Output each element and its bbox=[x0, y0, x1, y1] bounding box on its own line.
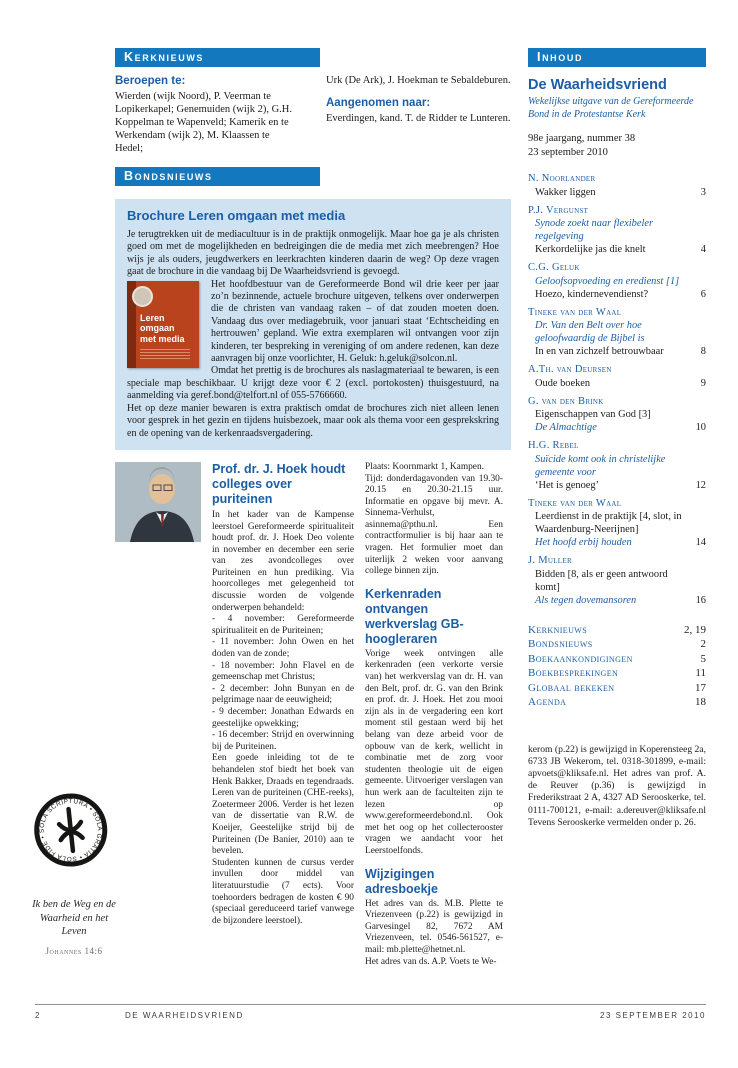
toc-kicker: Geloofsopvoeding en eredienst [1] bbox=[535, 275, 680, 287]
wijzigingen-heading: Wijzigingen adresboekje bbox=[365, 866, 438, 896]
kerknieuws-section-bar: Kerknieuws bbox=[115, 48, 320, 67]
brochure-paragraph-4: Het op deze manier bewaren is extra praktisch omdat de brochures zich niet alleen lenen voor gesprek in het gezin en tijdens huisbezoek, maar ook als thema voor een gesprekskring en de opening van de kerkenraadsvergadering. bbox=[127, 402, 499, 439]
toc-section-row: Kerknieuws 2, 19 bbox=[528, 623, 706, 636]
issue-info bbox=[528, 132, 706, 160]
toc-section-row: Agenda 18 bbox=[528, 696, 706, 708]
toc-kicker: Suïcide komt ook in christelijke gemeente voor bbox=[535, 453, 666, 478]
beroepen-text: Wierden (wijk Noord), P. Veerman te Lopikerkapel; Genemuiden (wijk 2), G.H. Koppelman te Wapenveld; Kamerik en te Werkendam (wijk 2), M. Klaassen te Hedel; bbox=[115, 91, 292, 154]
hoek-list-item: - 16 december: Strijd en overwinning bij de Puriteinen. bbox=[212, 730, 354, 752]
toc-author: Tineke van der Waal bbox=[528, 306, 622, 318]
toc-author: N. Noorlander bbox=[528, 173, 596, 184]
toc-section-row: Boekaankondigingen 5 bbox=[528, 652, 706, 665]
brochure-paragraph-3: Omdat het prettig is de brochures als naslagmateriaal te bewaren, is een speciale map beschikbaar. U krijgt deze voor € 2 (excl. portokosten) thuisgestuurd, na aanmelding via geref.bond@telfort.nl of 055-5766660. bbox=[127, 365, 499, 402]
brochure-heading: Brochure Leren omgaan met media bbox=[127, 208, 346, 223]
toc-title: Oude boeken 9 bbox=[535, 377, 706, 389]
left-margin-column bbox=[30, 0, 118, 1068]
toc-kicker: Eigenschappen van God [3] bbox=[535, 409, 651, 420]
toc-entry bbox=[528, 172, 706, 199]
middle-column bbox=[365, 462, 503, 968]
toc-section-row: Boekbesprekingen 11 bbox=[528, 667, 706, 679]
brochure-paragraph-2: Het hoofdbestuur van de Gereformeerde Bond wil drie keer per jaar zo’n bezinnende, actuele brochure uitgeven, telkens over onderwerpen die de christen van vandaag raken – of dat zouden moeten doen. Vandaag dus over mediagebruik, voor januari staat ‘Echtscheiding en hertrouwen’ gepland. Wie extra exemplaren wil ontvangen voor zijn kinderen, ter bespreking in vereniging of om andere redenen, kan deze aanvragen bij onze voorlichter, H. Geluk: h.geluk@solcon.nl. bbox=[211, 278, 499, 365]
toc-title: Kerkordelijke jas die knelt 4 bbox=[535, 244, 706, 255]
hoek-heading: Prof. dr. J. Hoek houdt colleges over puriteinen bbox=[212, 461, 346, 506]
brochure-paragraph-1: Je terugtrekken uit de mediacultuur is in de praktijk onmogelijk. Maar hoe ga je als christen goed om met de mogelijkheden en bedreigingen die de media met zich meebrengen? Hoe wijs je als ouders, jeugdwerkers en leerkrachten kinderen daarin de weg? Op deze vragen gaat de brochure in die vandaag bij De Waarheidsvriend is gevoegd. bbox=[127, 229, 499, 278]
plaats-line: Plaats: Koornmarkt 1, Kampen. bbox=[365, 461, 484, 472]
hoek-list-item: - 11 november: John Owen en het doden van de zonde; bbox=[212, 637, 354, 660]
magazine-subtitle: Wekelijkse uitgave van de Gereformeerde Bond in de Protestantse Kerk bbox=[528, 96, 694, 120]
toc-page-number: 14 bbox=[695, 537, 706, 548]
cover-photo-circle bbox=[132, 286, 153, 307]
toc-kicker: Synode zoekt naar flexibeler regelgeving bbox=[535, 218, 654, 242]
hoek-list-item: - 4 november: Gereformeerde spiritualiteit en de Puriteinen; bbox=[212, 614, 354, 636]
aangenomen-text: Everdingen, kand. T. de Ridder te Lunteren. bbox=[326, 113, 511, 124]
toc-entry bbox=[528, 497, 706, 550]
toc-entry bbox=[528, 204, 706, 257]
main-content bbox=[115, 48, 511, 1005]
toc-author: A.Th. van Deursen bbox=[528, 364, 612, 375]
footer-date: 23 SEPTEMBER 2010 bbox=[600, 1011, 706, 1020]
aangenomen-heading: Aangenomen naar: bbox=[326, 97, 431, 109]
toc-page-number: 10 bbox=[695, 422, 706, 433]
bible-verse bbox=[30, 898, 118, 956]
page-number: 2 bbox=[35, 1011, 41, 1020]
toc-page-number: 3 bbox=[700, 186, 706, 198]
brochure-article bbox=[115, 199, 511, 450]
toc-entry bbox=[528, 261, 706, 301]
toc-kicker: Bidden [8, als er geen antwoord komt] bbox=[535, 568, 668, 593]
toc-title: Als tegen dovemansoren 16 bbox=[535, 594, 706, 606]
toc-entry bbox=[528, 363, 706, 390]
verse-text: Ik ben de Weg en de Waarheid en het Leven bbox=[32, 899, 116, 937]
toc-entry bbox=[528, 554, 706, 607]
toc-section-row: Globaal bekeken 17 bbox=[528, 681, 706, 694]
toc-title: ‘Het is genoeg’ 12 bbox=[535, 479, 706, 491]
toc-kicker: Dr. Van den Belt over hoe geloofwaardig de Bijbel is bbox=[535, 320, 645, 344]
kerkenraden-heading: Kerkenraden ontvangen werkverslag GB-hoogleraren bbox=[365, 586, 464, 646]
toc-entry bbox=[528, 439, 706, 492]
lower-articles bbox=[115, 462, 511, 968]
cover-text-lines bbox=[140, 349, 190, 361]
bondsnieuws-section-bar: Bondsnieuws bbox=[115, 167, 320, 186]
toc-section-row: Bondsnieuws 2 bbox=[528, 638, 706, 650]
magazine-title: De Waarheidsvriend bbox=[528, 77, 667, 93]
beroepen-text-2: Urk (De Ark), J. Hoekman te Sebaldeburen. bbox=[326, 75, 511, 86]
toc-title: In en van zichzelf betrouwbaar 8 bbox=[535, 346, 706, 357]
cover-title: Leren omgaan met media bbox=[140, 312, 185, 344]
toc-page-number: 12 bbox=[695, 479, 706, 491]
toc-page-number: 4 bbox=[700, 244, 706, 255]
address-change-continuation: kerom (p.22) is gewijzigd in Koperensteeg 2a, 6733 JB Wekerom, tel. 0318-301899, e-mail: apvoets@kliksafe.nl. Het adres van prof. A. de Reuver (p.36) is gewijzigd in Frederikstraat 2 A, 4327 AD Serooskerke, tel. 0111-700121, e-mail: a.dereuver@kliksafe.nl Tevens Serooskerke vermelden onder p. 26. bbox=[528, 743, 706, 828]
hoek-portrait-photo bbox=[115, 462, 201, 542]
toc-entry bbox=[528, 306, 706, 359]
toc-kicker: Leerdienst in de praktijk [4, slot, in Waardenburg-Neerijnen] bbox=[535, 511, 682, 535]
sola-stamp-logo bbox=[29, 788, 113, 877]
toc-entry bbox=[528, 395, 706, 435]
brochure-cover-image bbox=[127, 281, 199, 368]
toc-title: Wakker liggen 3 bbox=[535, 186, 706, 198]
footer-magazine-title: DE WAARHEIDSVRIEND bbox=[125, 1011, 244, 1020]
hoek-paragraph-3: Studenten kunnen de cursus verder invullen door middel van literatuurstudie (7 ects). Voor toehoorders bedragen de kosten € 90 (speciaal gereduceerd tarief vanwege de bijzondere leerstoel). bbox=[212, 857, 354, 926]
svg-text:SOLA SCRIPTURA • SOLA GRATIA •: SOLA SCRIPTURA • SOLA GRATIA • SOLA FIDE • bbox=[38, 798, 103, 863]
toc-sections-list bbox=[528, 623, 706, 710]
toc-author: Tineke van der Waal bbox=[528, 497, 622, 509]
toc-title: Hoezo, kindernevendienst? 6 bbox=[535, 288, 706, 300]
tijd-paragraph: Tijd: donderdagavonden van 19.30-20.15 en 20.30-21.15 uur. Informatie en opgave bij mevr. A. Sinnema-Verhulst, asinnema@pthu.nl. Een contractformulier is bij haar aan te vragen. Het formulier moet dan uiterlijk 2 weken voor aanvang college binnen zijn. bbox=[365, 473, 503, 577]
toc-title: De Almachtige 10 bbox=[535, 422, 706, 433]
toc-author: H.G. Rebel bbox=[528, 440, 579, 451]
toc-page-number: 6 bbox=[700, 288, 706, 300]
toc-page-number: 9 bbox=[700, 377, 706, 389]
hoek-article bbox=[212, 462, 354, 968]
issue-volume: 98e jaargang, nummer 38 bbox=[528, 133, 636, 144]
sola-emblem-icon bbox=[29, 788, 113, 872]
kerknieuws-section bbox=[115, 74, 511, 162]
toc-column bbox=[528, 48, 706, 829]
wijzigingen-paragraph-2: Het adres van ds. A.P. Voets te We- bbox=[365, 956, 497, 967]
hoek-list-item: - 9 december: Jonathan Edwards en geestelijke opwekking; bbox=[212, 707, 354, 729]
beroepen-heading: Beroepen te: bbox=[115, 75, 186, 87]
kerkenraden-text: Vorige week ontvingen alle kerkenraden (een verkorte versie van) het werkverslag van dr. H. van den Belt, prof. dr. G. van den Brink en prof. dr. J. Hoek. Het zou mooi zijn als in de vergadering een kort moment stil gestaan werd bij het belang van deze arbeid voor de opbouw van de kerk, wellicht in combinatie met de zorg voor studenten theologie uit de eigen gemeente. Uitvoeriger verslagen van hun werk aan de faculteiten zijn te lezen op www.gereformeerdebond.nl. Ook met het oog op het collecterooster vragen we aandacht voor het Leerstoelfonds. bbox=[365, 648, 503, 856]
beroepen-column bbox=[115, 74, 300, 162]
toc-page-number: 8 bbox=[700, 346, 706, 357]
verse-reference: Johannes 14:6 bbox=[45, 945, 103, 956]
page-footer bbox=[35, 1004, 706, 1020]
aangenomen-column bbox=[326, 74, 511, 162]
inhoud-section-bar: Inhoud bbox=[528, 48, 706, 67]
hoek-intro: In het kader van de Kampense leerstoel Gereformeerde spiritualiteit houdt prof. dr. J. Hoek Deo volente in november en december een serie van zes avondcolleges over Puriteinen en hun prediking. Via hoorcolleges met gelegenheid tot discussie worden de volgende onderwerpen behandeld: bbox=[212, 509, 354, 613]
portrait-illustration bbox=[115, 462, 201, 542]
hoek-list-item: - 2 december: John Bunyan en de pelgrimage naar de eeuwigheid; bbox=[212, 683, 354, 706]
toc-author: J. Muller bbox=[528, 555, 572, 566]
hoek-paragraph-2: Een goede inleiding tot de te behandelen stof biedt het boek van Henk Bakker, Draads en tegendraads. Leren van de puriteinen (CHE-reeks), Zoetermeer 2006. Verder is het lezen van de dissertatie van R.W. de Koeijer, Geestelijke strijd bij de Puriteinen (De Banier, 2010) aan te bevelen. bbox=[212, 753, 354, 857]
issue-date: 23 september 2010 bbox=[528, 147, 608, 158]
toc-page-number: 16 bbox=[695, 594, 706, 606]
toc-entries bbox=[528, 172, 706, 607]
wijzigingen-paragraph-1: Het adres van ds. M.B. Plette te Vriezenveen (p.22) is gewijzigd in Garvesingel 82, 7672 AM Vriezenveen, tel. 0546-561527, e-mail: mb.plette@hetnet.nl. bbox=[365, 898, 503, 955]
toc-title: Het hoofd erbij houden 14 bbox=[535, 537, 706, 548]
toc-author: P.J. Vergunst bbox=[528, 204, 589, 216]
toc-author: C.G. Geluk bbox=[528, 262, 580, 273]
toc-author: G. van den Brink bbox=[528, 395, 604, 407]
hoek-list-item: - 18 november: John Flavel en de gemeenschap met Christus; bbox=[212, 660, 354, 683]
